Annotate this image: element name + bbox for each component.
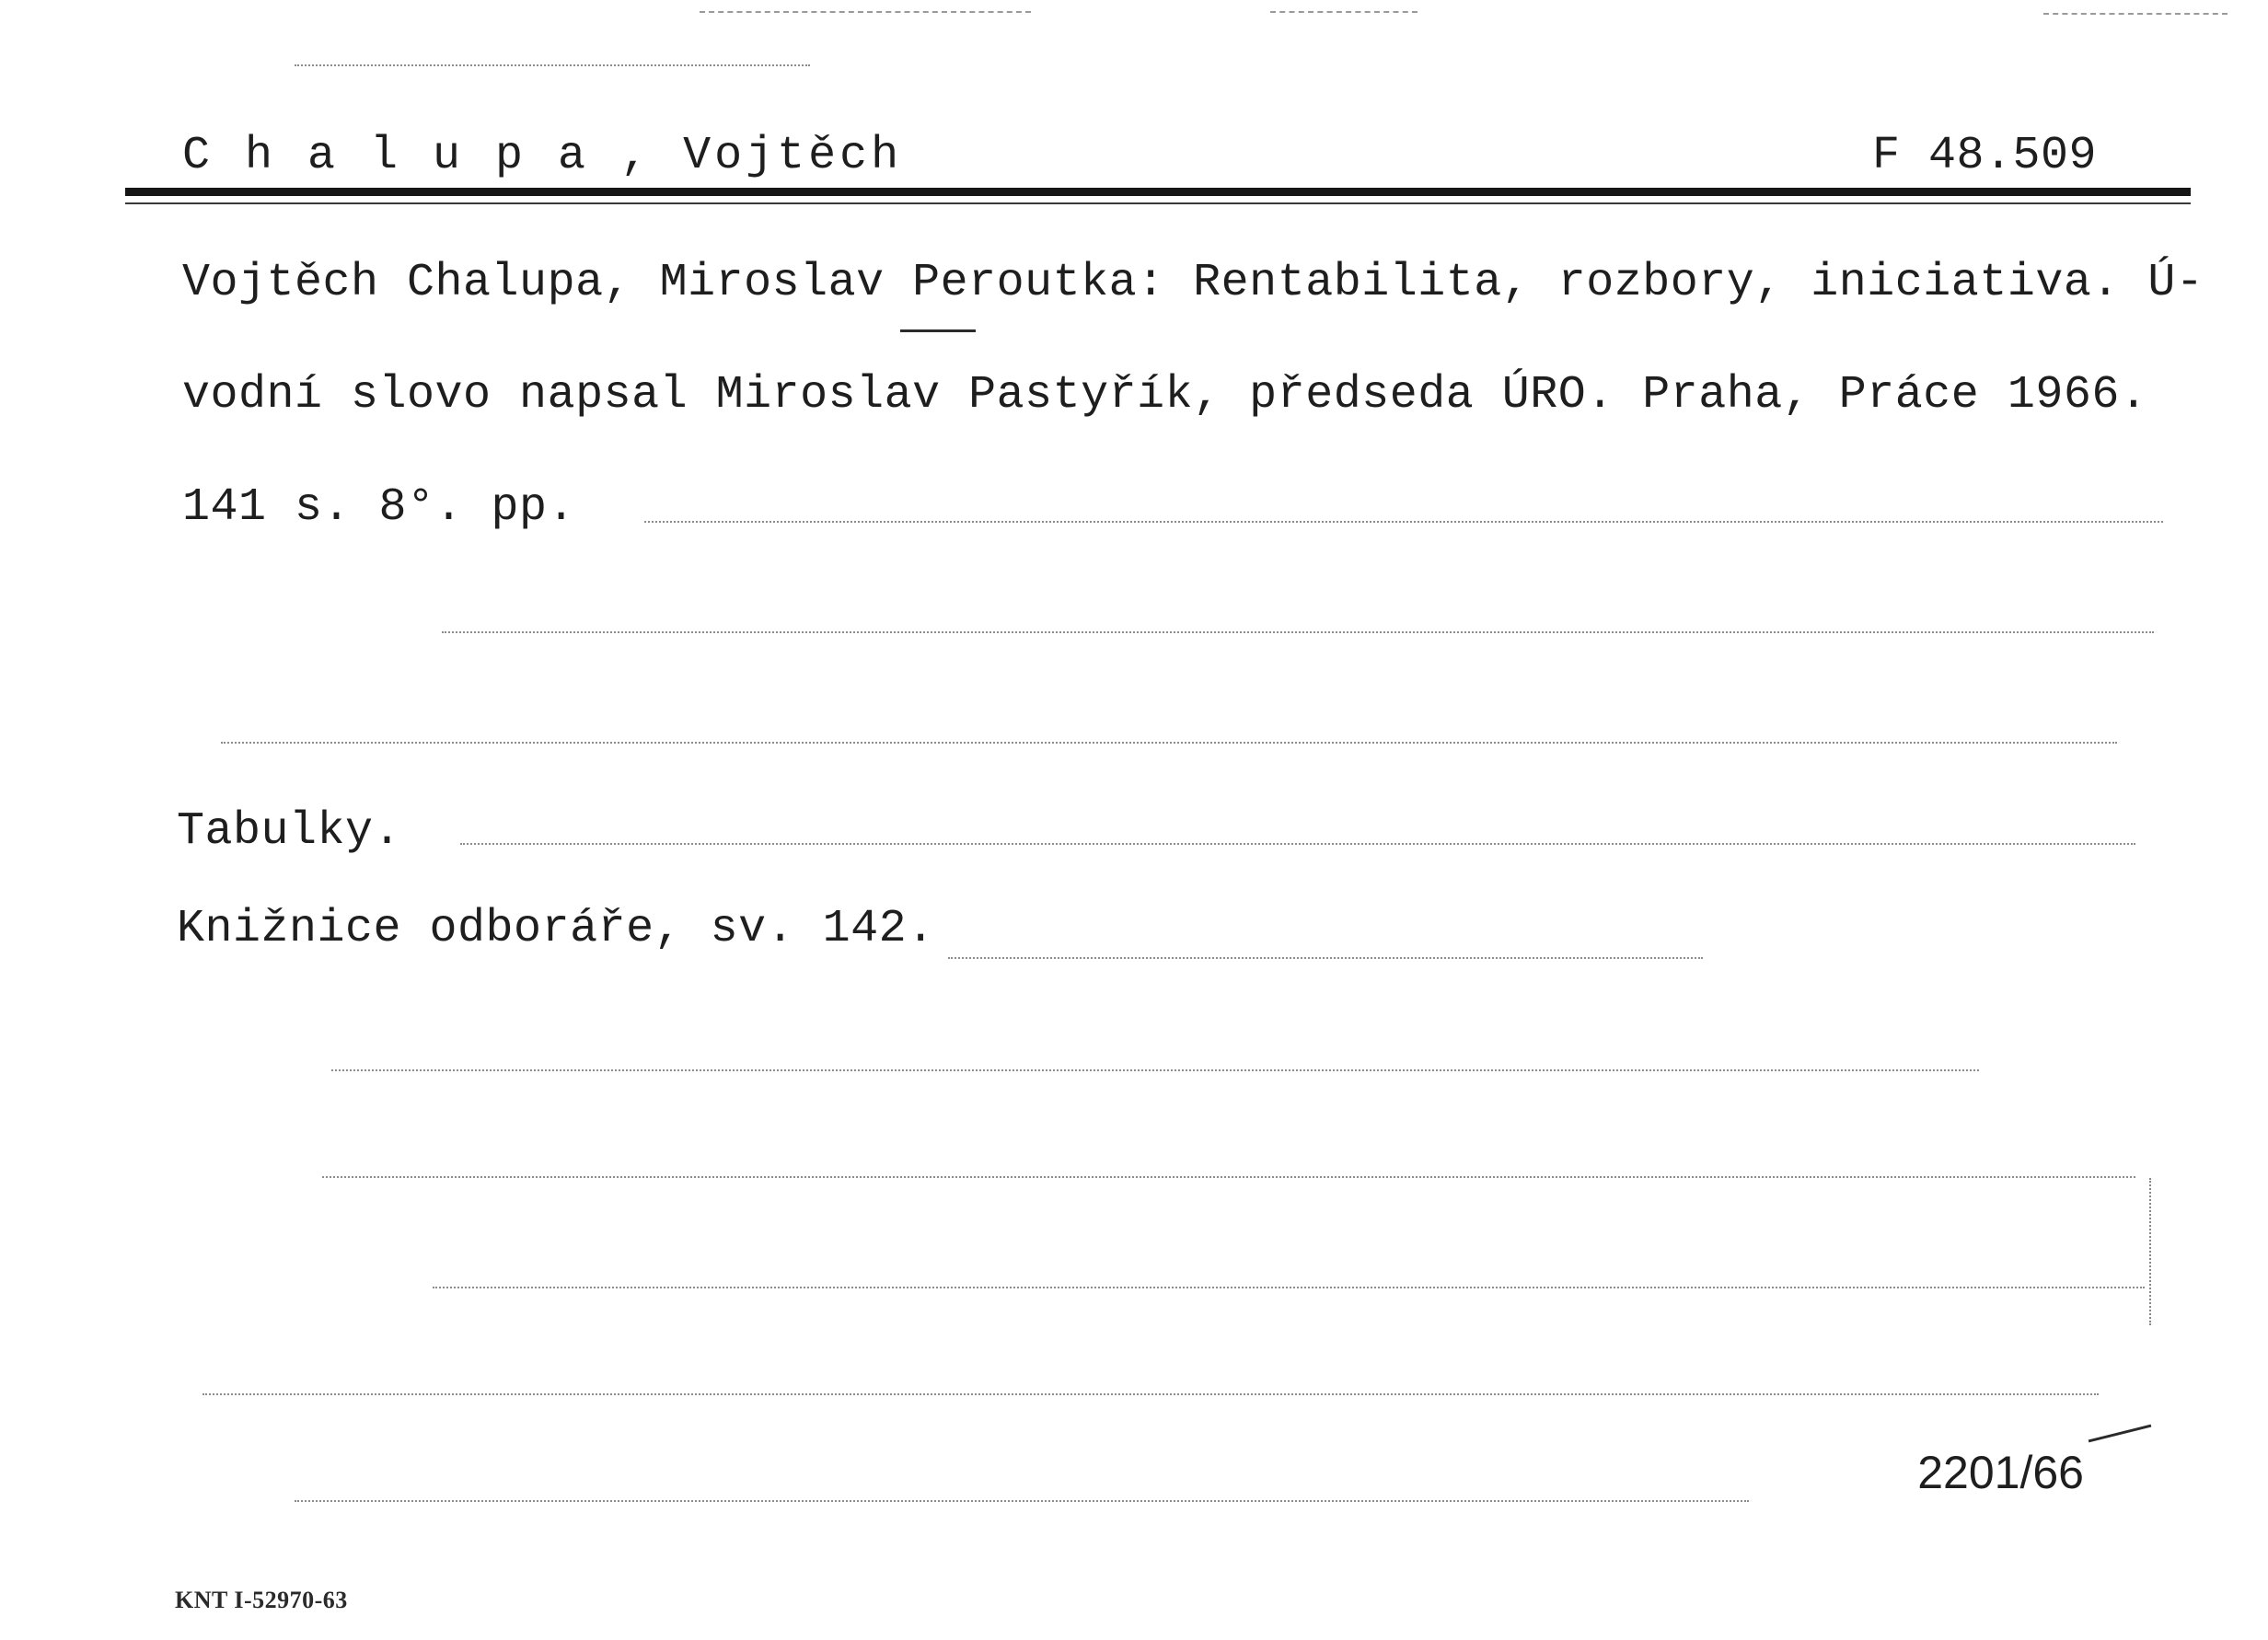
card-guide-line <box>700 11 1031 13</box>
card-guide-line <box>331 1069 1979 1071</box>
card-guide-line <box>460 843 2135 845</box>
note-series: Knižnice odboráře, sv. 142. <box>177 903 935 955</box>
card-guide-line <box>295 64 810 66</box>
pen-stroke <box>2089 1425 2152 1443</box>
card-guide-line <box>442 631 2154 633</box>
card-guide-line <box>322 1176 2135 1178</box>
card-guide-line <box>295 1500 1749 1502</box>
accession-number: 2201/66 <box>1917 1447 2084 1498</box>
card-guide-line <box>1270 11 1418 13</box>
call-number: F 48.509 <box>1871 130 2097 182</box>
card-guide-line <box>221 742 2117 744</box>
card-guide-line <box>433 1287 2145 1288</box>
heading-rule-thin <box>125 202 2191 204</box>
margin-dots <box>2149 1178 2151 1325</box>
card-guide-line <box>948 957 1703 959</box>
printer-imprint: KNT I-52970-63 <box>175 1587 348 1613</box>
card-guide-line <box>2043 13 2228 15</box>
description-line-3: 141 s. 8°. pp. <box>182 481 576 534</box>
heading-rule <box>125 188 2191 196</box>
card-guide-line <box>644 521 2163 523</box>
underline-mark <box>900 329 976 332</box>
description-line-1: Vojtěch Chalupa, Miroslav Peroutka: Rentabilita, rozbory, iniciativa. Ú- <box>182 257 2204 309</box>
description-line-2: vodní slovo napsal Miroslav Pastyřík, předseda ÚRO. Praha, Práce 1966. <box>182 369 2148 422</box>
card-guide-line <box>202 1393 2099 1395</box>
heading-author: C h a l u p a , Vojtěch <box>182 130 903 182</box>
note-tables: Tabulky. <box>177 805 402 858</box>
